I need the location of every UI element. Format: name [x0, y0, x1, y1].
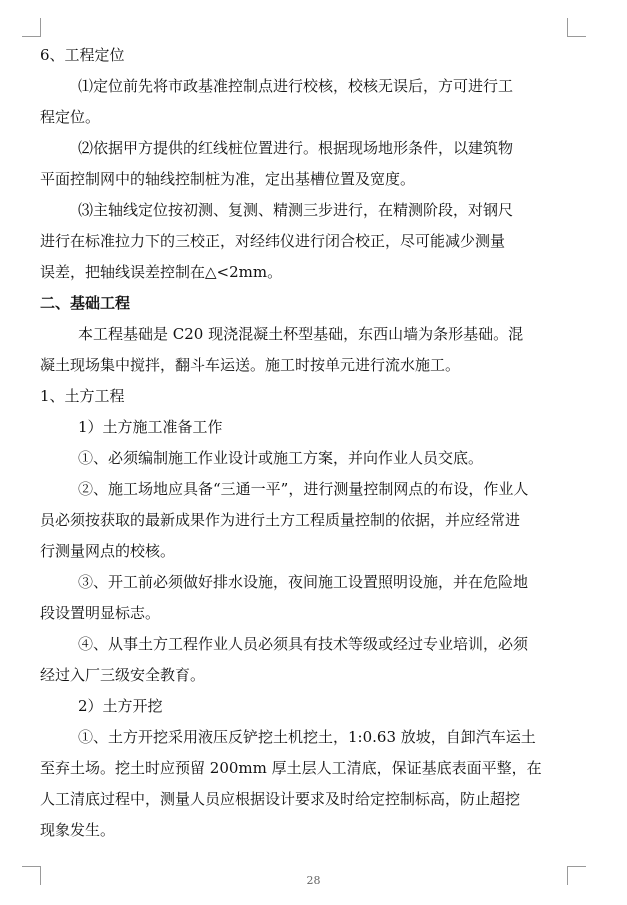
- paragraph-line: 行测量网点的校核。: [40, 542, 176, 560]
- paragraph-line: ⑶主轴线定位按初测、复测、精测三步进行，在精测阶段，对钢尺: [78, 201, 514, 219]
- paragraph-line: ①、土方开挖采用液压反铲挖土机挖土，1:0.63 放坡，自卸汽车运土: [78, 728, 536, 746]
- paragraph-line: 员必须按获取的最新成果作为进行土方工程质量控制的依据，并应经常进: [40, 511, 521, 529]
- paragraph-line: 至弃土场。挖土时应预留 200mm 厚土层人工清底，保证基底表面平整，在: [40, 759, 542, 777]
- paragraph-line: ②、施工场地应具备“三通一平”，进行测量控制网点的布设，作业人: [78, 480, 529, 498]
- paragraph-line: 误差，把轴线误差控制在△<2mm。: [40, 263, 283, 281]
- paragraph-line: 现象发生。: [40, 821, 116, 839]
- paragraph-line: 平面控制网中的轴线控制桩为准，定出基槽位置及宽度。: [40, 170, 416, 188]
- document-body: [40, 40, 588, 846]
- paragraph-line: ⑴定位前先将市政基准控制点进行校核，校核无误后，方可进行工: [78, 77, 514, 95]
- section-heading-foundation-works: 二、基础工程: [40, 294, 131, 312]
- paragraph-line: ③、开工前必须做好排水设施，夜间施工设置照明设施，并在危险地: [78, 573, 529, 591]
- paragraph-line: 段设置明显标志。: [40, 604, 161, 622]
- paragraph-line: 人工清底过程中，测量人员应根据设计要求及时给定控制标高，防止超挖: [40, 790, 521, 808]
- page-number: 28: [306, 874, 321, 887]
- crop-mark-top-left: [22, 18, 41, 37]
- crop-mark-top-right: [567, 18, 586, 37]
- section-heading-engineering-positioning: 6、工程定位: [40, 46, 125, 64]
- item-heading-preparation: 1）土方施工准备工作: [78, 418, 223, 436]
- paragraph-line: ①、必须编制施工作业设计或施工方案，并向作业人员交底。: [78, 449, 484, 467]
- paragraph-line: 凝土现场集中搅拌，翻斗车运送。施工时按单元进行流水施工。: [40, 356, 461, 374]
- paragraph-line: 进行在标准拉力下的三校正，对经纬仪进行闭合校正，尽可能减少测量: [40, 232, 506, 250]
- subsection-heading-earthwork: 1、土方工程: [40, 387, 125, 405]
- item-heading-excavation: 2）土方开挖: [78, 697, 163, 715]
- paragraph-line: 经过入厂三级安全教育。: [40, 666, 206, 684]
- paragraph-line: 本工程基础是 C20 现浇混凝土杯型基础，东西山墙为条形基础。混: [78, 325, 524, 343]
- paragraph-line: ④、从事土方工程作业人员必须具有技术等级或经过专业培训，必须: [78, 635, 529, 653]
- paragraph-line: 程定位。: [40, 108, 101, 126]
- paragraph-line: ⑵依据甲方提供的红线桩位置进行。根据现场地形条件，以建筑物: [78, 139, 514, 157]
